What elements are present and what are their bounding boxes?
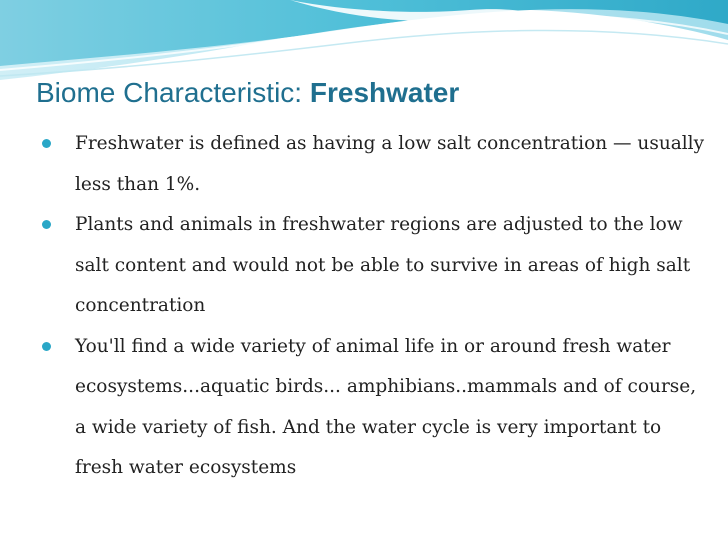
title-prefix: Biome Characteristic: bbox=[36, 77, 310, 108]
bullet-list bbox=[36, 124, 706, 489]
title-emphasis: Freshwater bbox=[309, 77, 460, 108]
bullet-dot-icon bbox=[42, 342, 51, 351]
bullet-dot-icon bbox=[42, 220, 51, 229]
bullet-text: Freshwater is defined as having a low salt concentration — usually less than 1%. bbox=[75, 133, 705, 195]
bullet-text: Plants and animals in freshwater regions are adjusted to the low salt content and would not be able to survive in areas of high salt concentration bbox=[75, 214, 691, 316]
bullet-item bbox=[36, 124, 706, 205]
bullet-item bbox=[36, 205, 706, 327]
bullet-dot-icon bbox=[42, 139, 51, 148]
slide-title bbox=[36, 76, 459, 110]
bullet-item bbox=[36, 327, 706, 489]
bullet-text: You'll find a wide variety of animal life in or around fresh water ecosystems...aquatic birds... amphibians..mammals and of course, a wide variety of fish. And the water cycle is very important to fresh water ecosystems bbox=[75, 335, 697, 478]
